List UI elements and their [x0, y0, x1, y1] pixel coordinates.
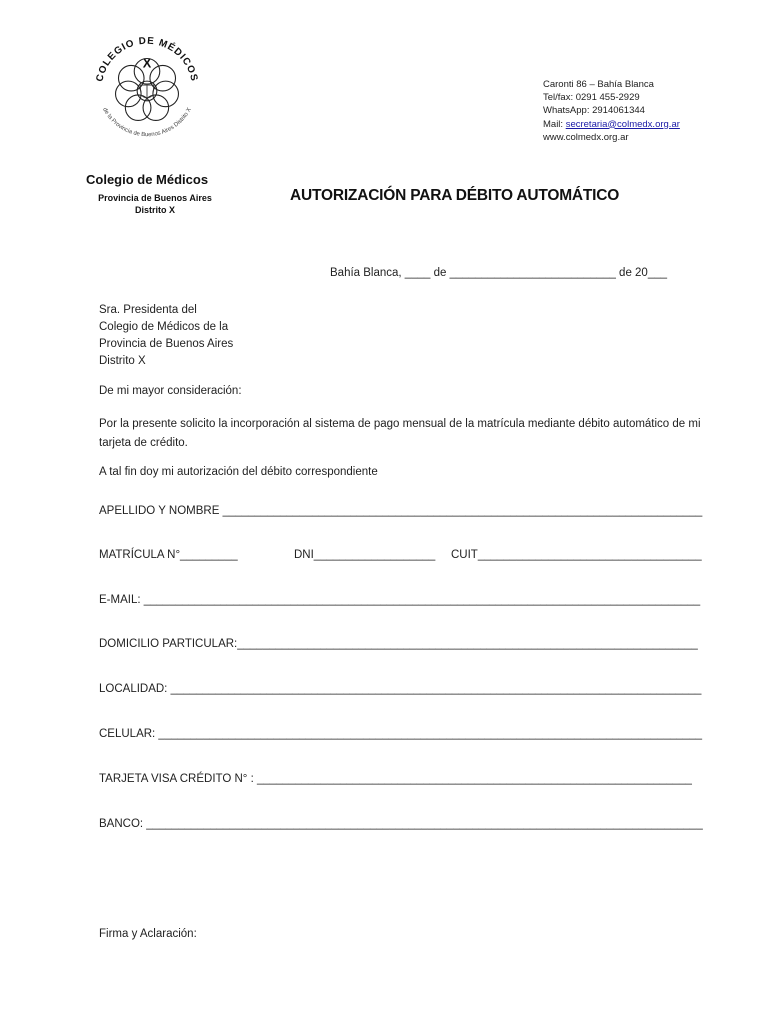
addressee-line: Colegio de Médicos de la	[99, 321, 229, 333]
document-title: AUTORIZACIÓN PARA DÉBITO AUTOMÁTICO	[290, 187, 620, 204]
field-celular[interactable]: CELULAR: _____________________________________________________________________________________	[99, 728, 703, 740]
svg-text:de la Provincia de Buenos Aire	[101, 107, 193, 138]
contact-whatsapp: WhatsApp: 2914061344	[543, 105, 645, 117]
field-localidad[interactable]: LOCALIDAD: ___________________________________________________________________________________	[99, 683, 702, 695]
contact-web: www.colmedx.org.ar	[543, 131, 629, 143]
contact-block	[543, 78, 680, 144]
field-domicilio[interactable]: DOMICILIO PARTICULAR:________________________________________________________________________	[99, 638, 698, 650]
addressee-block	[99, 302, 233, 370]
field-tarjeta-visa[interactable]: TARJETA VISA CRÉDITO N° : ____________________________________________________________________	[99, 773, 692, 785]
field-email[interactable]: E-MAIL: _______________________________________________________________________________________	[99, 594, 701, 606]
addressee-line: Distrito X	[99, 355, 146, 367]
org-name: Colegio de Médicos	[86, 172, 209, 187]
contact-address: Caronti 86 – Bahía Blanca	[543, 79, 654, 90]
authorization-paragraph: A tal fin doy mi autorización del débito correspondiente	[99, 466, 378, 478]
field-cuit[interactable]: CUIT___________________________________	[451, 549, 702, 561]
mail-label: Mail:	[543, 118, 566, 130]
logo-bottom-text: de la Provincia de Buenos Aires Distrito X	[101, 106, 193, 139]
org-subtitle	[86, 192, 224, 216]
logo-arc-text: COLEGIO DE MÉDICOS	[94, 35, 200, 83]
logo-letter: X	[142, 55, 152, 71]
contact-mail	[543, 118, 680, 131]
field-apellido-nombre[interactable]: APELLIDO Y NOMBRE ___________________________________________________________________________	[99, 505, 703, 517]
addressee-line: Provincia de Buenos Aires	[99, 338, 234, 350]
field-dni[interactable]: DNI___________________	[294, 549, 436, 561]
contact-telfax: Tel/fax: 0291 455-2929	[543, 92, 640, 104]
field-banco[interactable]: BANCO: _______________________________________________________________________________________	[99, 818, 703, 830]
org-province: Provincia de Buenos Aires	[98, 193, 212, 203]
org-district: Distrito X	[134, 205, 175, 215]
addressee-line: Sra. Presidenta del	[99, 304, 197, 316]
date-line: Bahía Blanca, ____ de __________________________ de 20___	[330, 267, 668, 279]
greeting: De mi mayor consideración:	[99, 385, 242, 397]
signature-label: Firma y Aclaración:	[99, 928, 197, 940]
colegio-logo	[88, 30, 206, 148]
field-matricula[interactable]: MATRÍCULA N°_________	[99, 549, 238, 561]
request-paragraph: Por la presente solicito la incorporación al sistema de pago mensual de la matrícula mediante débito automático de mi tarjeta de crédito.	[99, 418, 701, 449]
mail-link[interactable]: secretaria@colmedx.org.ar	[565, 118, 680, 130]
